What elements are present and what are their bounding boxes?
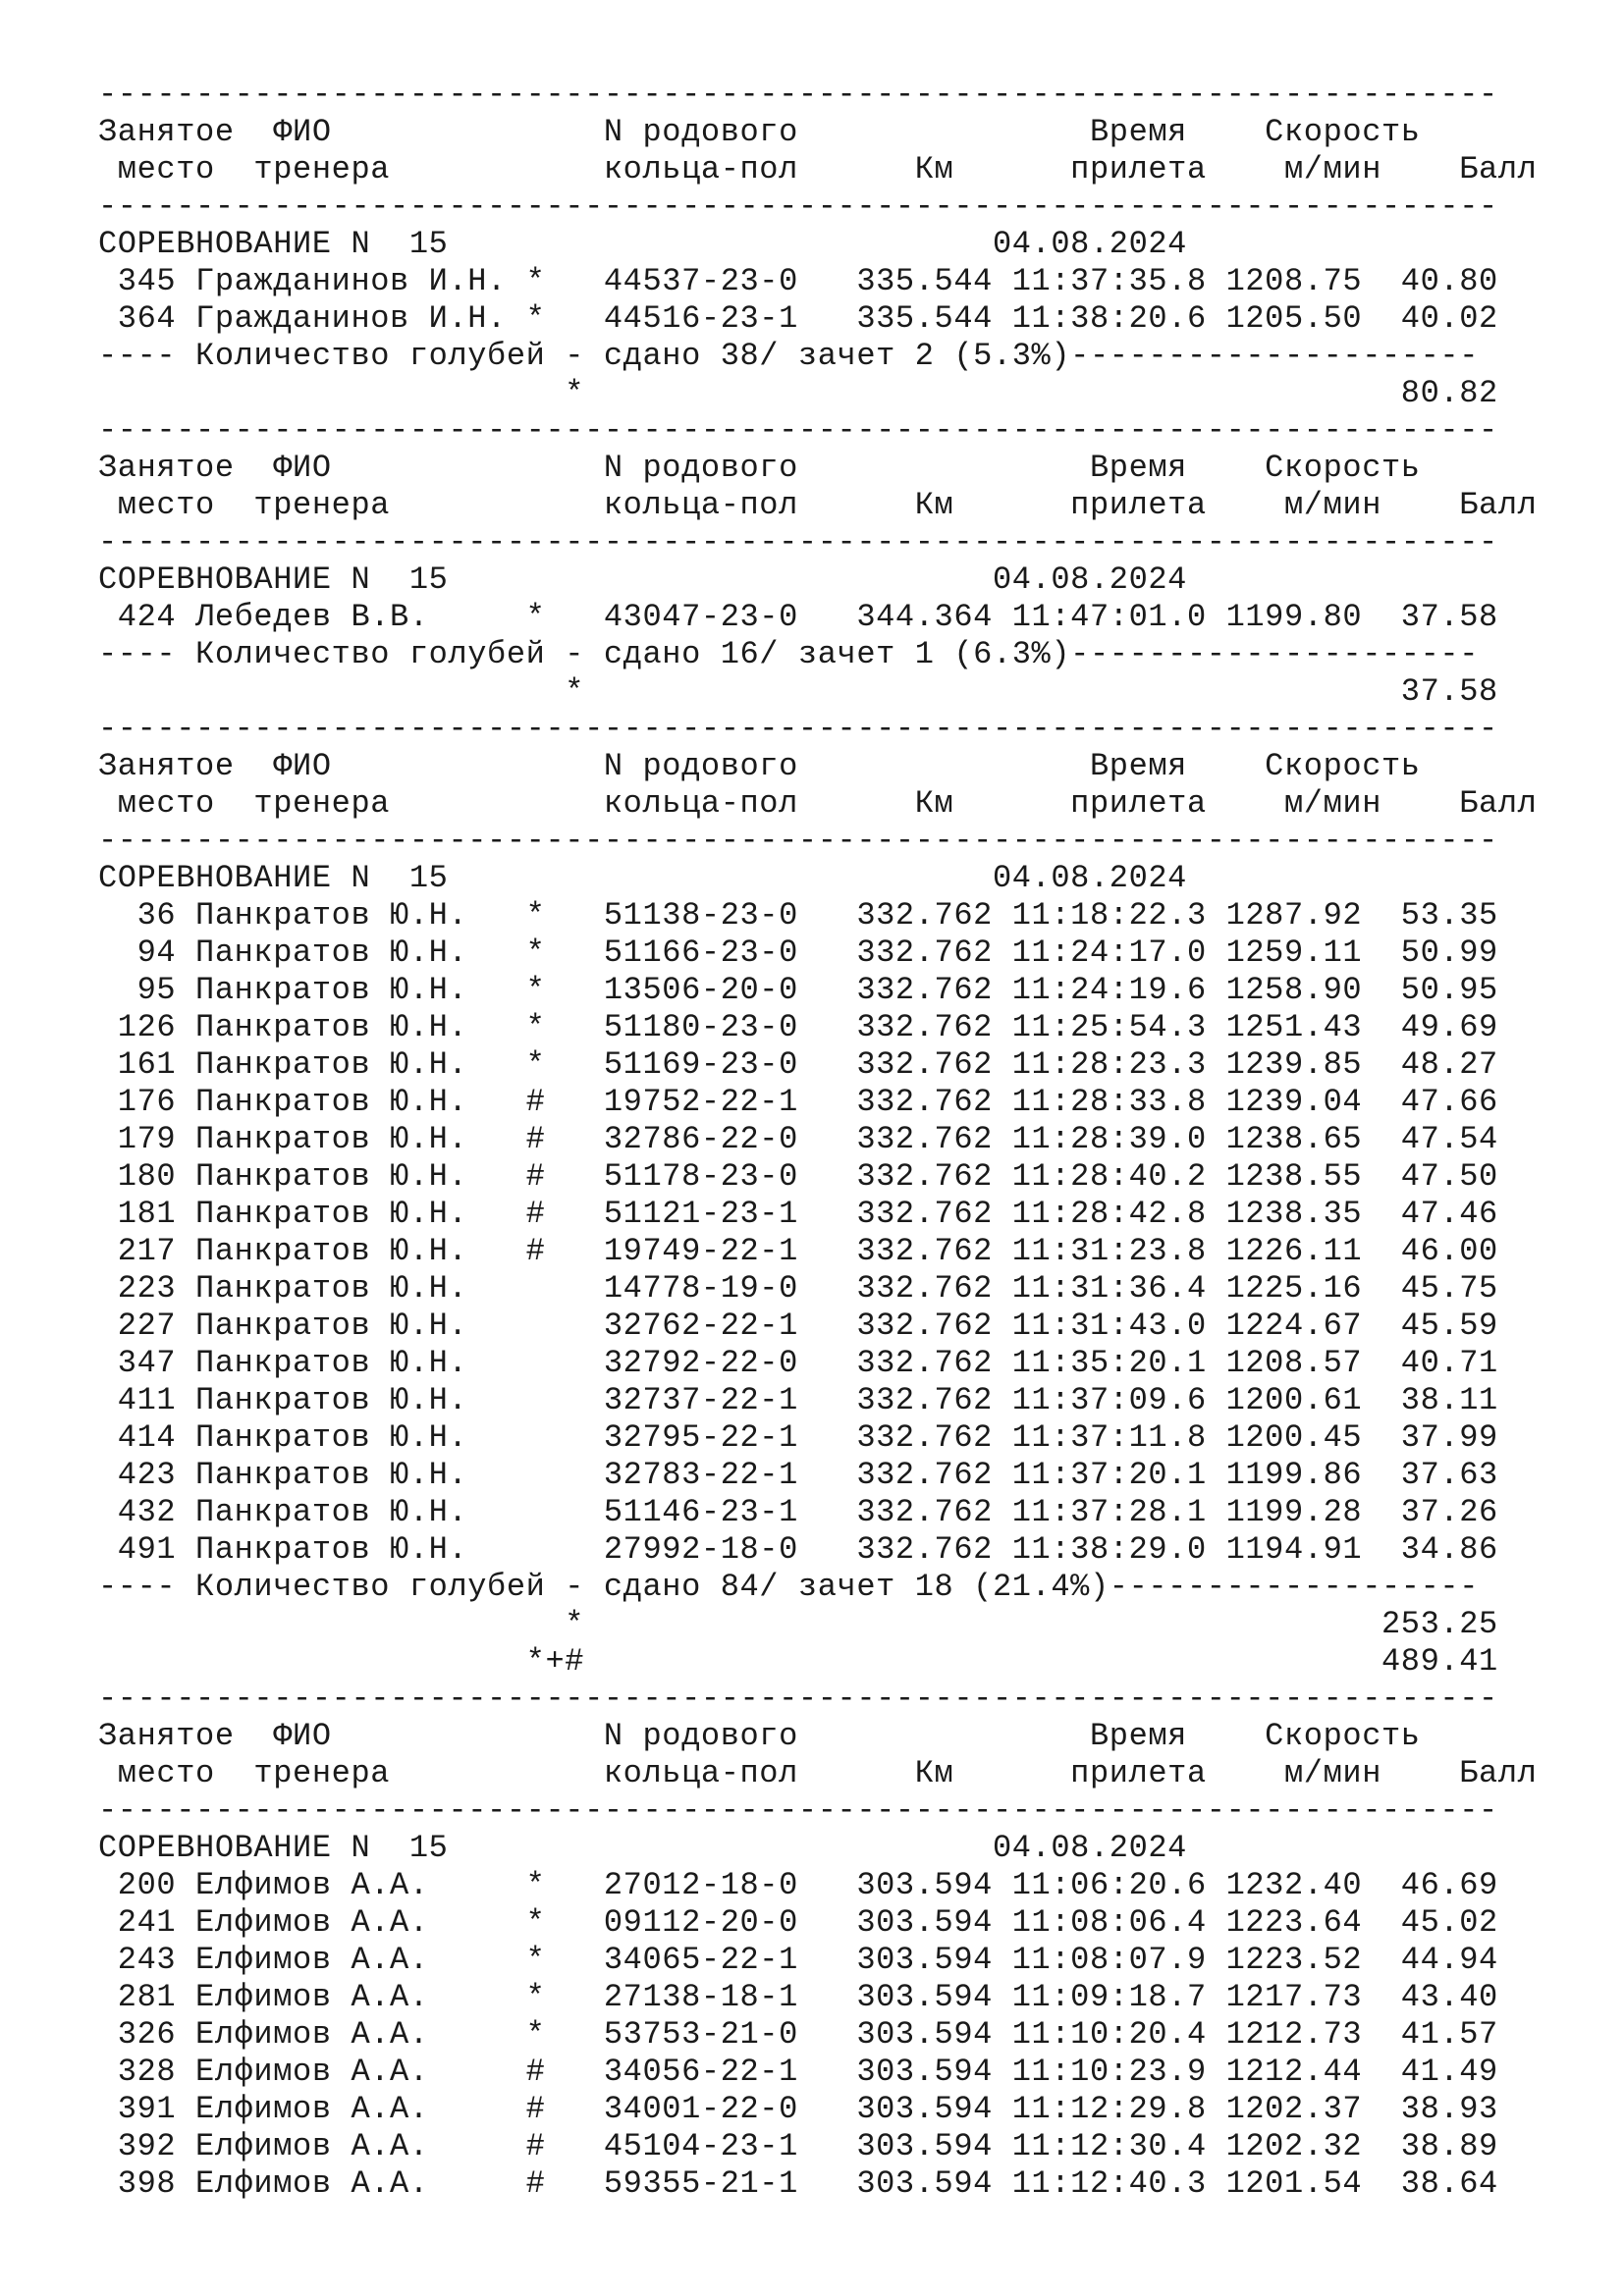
line-17: * 37.58 bbox=[98, 673, 1498, 710]
line-06: 345 Гражданинов И.Н. * 44537-23-0 335.544 11:37:35.8 1208.75 40.80 bbox=[98, 263, 1498, 299]
line-12: место тренера кольца-пол Км прилета м/мин Балл bbox=[98, 487, 1538, 523]
line-44: ------------------------------------------------------------------------ bbox=[98, 1681, 1498, 1717]
line-45: Занятое ФИО N родового Время Скорость bbox=[98, 1718, 1421, 1754]
line-47: ------------------------------------------------------------------------ bbox=[98, 1792, 1498, 1829]
line-14: СОРЕВНОВАНИЕ N 15 04.08.2024 bbox=[98, 561, 1187, 598]
line-56: 392 Елфимов А.А. # 45104-23-1 303.594 11:12:30.4 1202.32 38.89 bbox=[98, 2128, 1498, 2164]
line-23: 36 Панкратов Ю.Н. * 51138-23-0 332.762 11:18:22.3 1287.92 53.35 bbox=[98, 897, 1498, 934]
line-03: место тренера кольца-пол Км прилета м/мин Балл bbox=[98, 151, 1538, 187]
line-33: 223 Панкратов Ю.Н. 14778-19-0 332.762 11:31:36.4 1225.16 45.75 bbox=[98, 1270, 1498, 1307]
line-32: 217 Панкратов Ю.Н. # 19749-22-1 332.762 11:31:23.8 1226.11 46.00 bbox=[98, 1233, 1498, 1269]
line-15: 424 Лебедев В.В. * 43047-23-0 344.364 11:47:01.0 1199.80 37.58 bbox=[98, 599, 1498, 635]
line-13: ------------------------------------------------------------------------ bbox=[98, 524, 1498, 561]
line-34: 227 Панкратов Ю.Н. 32762-22-1 332.762 11:31:43.0 1224.67 45.59 bbox=[98, 1308, 1498, 1344]
line-24: 94 Панкратов Ю.Н. * 51166-23-0 332.762 11:24:17.0 1259.11 50.99 bbox=[98, 934, 1498, 971]
line-41: ---- Количество голубей - сдано 84/ зачет 18 (21.4%)------------------- bbox=[98, 1569, 1480, 1605]
line-02: Занятое ФИО N родового Время Скорость bbox=[98, 114, 1421, 150]
line-26: 126 Панкратов Ю.Н. * 51180-23-0 332.762 11:25:54.3 1251.43 49.69 bbox=[98, 1009, 1498, 1045]
line-54: 328 Елфимов А.А. # 34056-22-1 303.594 11:10:23.9 1212.44 41.49 bbox=[98, 2054, 1498, 2090]
line-42: * 253.25 bbox=[98, 1606, 1498, 1642]
line-07: 364 Гражданинов И.Н. * 44516-23-1 335.544 11:38:20.6 1205.50 40.02 bbox=[98, 300, 1498, 337]
line-25: 95 Панкратов Ю.Н. * 13506-20-0 332.762 11:24:19.6 1258.90 50.95 bbox=[98, 972, 1498, 1008]
line-39: 432 Панкратов Ю.Н. 51146-23-1 332.762 11:37:28.1 1199.28 37.26 bbox=[98, 1494, 1498, 1530]
line-18: ------------------------------------------------------------------------ bbox=[98, 711, 1498, 747]
line-38: 423 Панкратов Ю.Н. 32783-22-1 332.762 11:37:20.1 1199.86 37.63 bbox=[98, 1457, 1498, 1493]
line-53: 326 Елфимов А.А. * 53753-21-0 303.594 11:10:20.4 1212.73 41.57 bbox=[98, 2016, 1498, 2053]
line-37: 414 Панкратов Ю.Н. 32795-22-1 332.762 11:37:11.8 1200.45 37.99 bbox=[98, 1419, 1498, 1456]
line-09: * 80.82 bbox=[98, 375, 1498, 411]
line-30: 180 Панкратов Ю.Н. # 51178-23-0 332.762 11:28:40.2 1238.55 47.50 bbox=[98, 1158, 1498, 1195]
line-19: Занятое ФИО N родового Время Скорость bbox=[98, 748, 1421, 784]
line-27: 161 Панкратов Ю.Н. * 51169-23-0 332.762 11:28:23.3 1239.85 48.27 bbox=[98, 1046, 1498, 1083]
line-08: ---- Количество голубей - сдано 38/ зачет 2 (5.3%)--------------------- bbox=[98, 338, 1480, 374]
line-21: ------------------------------------------------------------------------ bbox=[98, 823, 1498, 859]
line-40: 491 Панкратов Ю.Н. 27992-18-0 332.762 11:38:29.0 1194.91 34.86 bbox=[98, 1531, 1498, 1568]
line-35: 347 Панкратов Ю.Н. 32792-22-0 332.762 11:35:20.1 1208.57 40.71 bbox=[98, 1345, 1498, 1381]
line-50: 241 Елфимов А.А. * 09112-20-0 303.594 11:08:06.4 1223.64 45.02 bbox=[98, 1904, 1498, 1941]
line-11: Занятое ФИО N родового Время Скорость bbox=[98, 450, 1421, 486]
line-01: ------------------------------------------------------------------------ bbox=[98, 77, 1498, 113]
line-52: 281 Елфимов А.А. * 27138-18-1 303.594 11:09:18.7 1217.73 43.40 bbox=[98, 1979, 1498, 2015]
line-48: СОРЕВНОВАНИЕ N 15 04.08.2024 bbox=[98, 1830, 1187, 1866]
line-49: 200 Елфимов А.А. * 27012-18-0 303.594 11:06:20.6 1232.40 46.69 bbox=[98, 1867, 1498, 1903]
line-20: место тренера кольца-пол Км прилета м/мин Балл bbox=[98, 785, 1538, 822]
line-36: 411 Панкратов Ю.Н. 32737-22-1 332.762 11:37:09.6 1200.61 38.11 bbox=[98, 1382, 1498, 1418]
line-04: ------------------------------------------------------------------------ bbox=[98, 188, 1498, 225]
line-10: ------------------------------------------------------------------------ bbox=[98, 412, 1498, 449]
line-29: 179 Панкратов Ю.Н. # 32786-22-0 332.762 11:28:39.0 1238.65 47.54 bbox=[98, 1121, 1498, 1157]
line-05: СОРЕВНОВАНИЕ N 15 04.08.2024 bbox=[98, 226, 1187, 262]
line-51: 243 Елфимов А.А. * 34065-22-1 303.594 11:08:07.9 1223.52 44.94 bbox=[98, 1942, 1498, 1978]
line-55: 391 Елфимов А.А. # 34001-22-0 303.594 11:12:29.8 1202.37 38.93 bbox=[98, 2091, 1498, 2127]
line-43: *+# 489.41 bbox=[98, 1643, 1498, 1680]
results-printout bbox=[98, 77, 1624, 2203]
line-31: 181 Панкратов Ю.Н. # 51121-23-1 332.762 11:28:42.8 1238.35 47.46 bbox=[98, 1196, 1498, 1232]
line-16: ---- Количество голубей - сдано 16/ зачет 1 (6.3%)--------------------- bbox=[98, 636, 1480, 672]
line-46: место тренера кольца-пол Км прилета м/мин Балл bbox=[98, 1755, 1538, 1791]
line-22: СОРЕВНОВАНИЕ N 15 04.08.2024 bbox=[98, 860, 1187, 896]
line-28: 176 Панкратов Ю.Н. # 19752-22-1 332.762 11:28:33.8 1239.04 47.66 bbox=[98, 1084, 1498, 1120]
line-57: 398 Елфимов А.А. # 59355-21-1 303.594 11:12:40.3 1201.54 38.64 bbox=[98, 2165, 1498, 2202]
